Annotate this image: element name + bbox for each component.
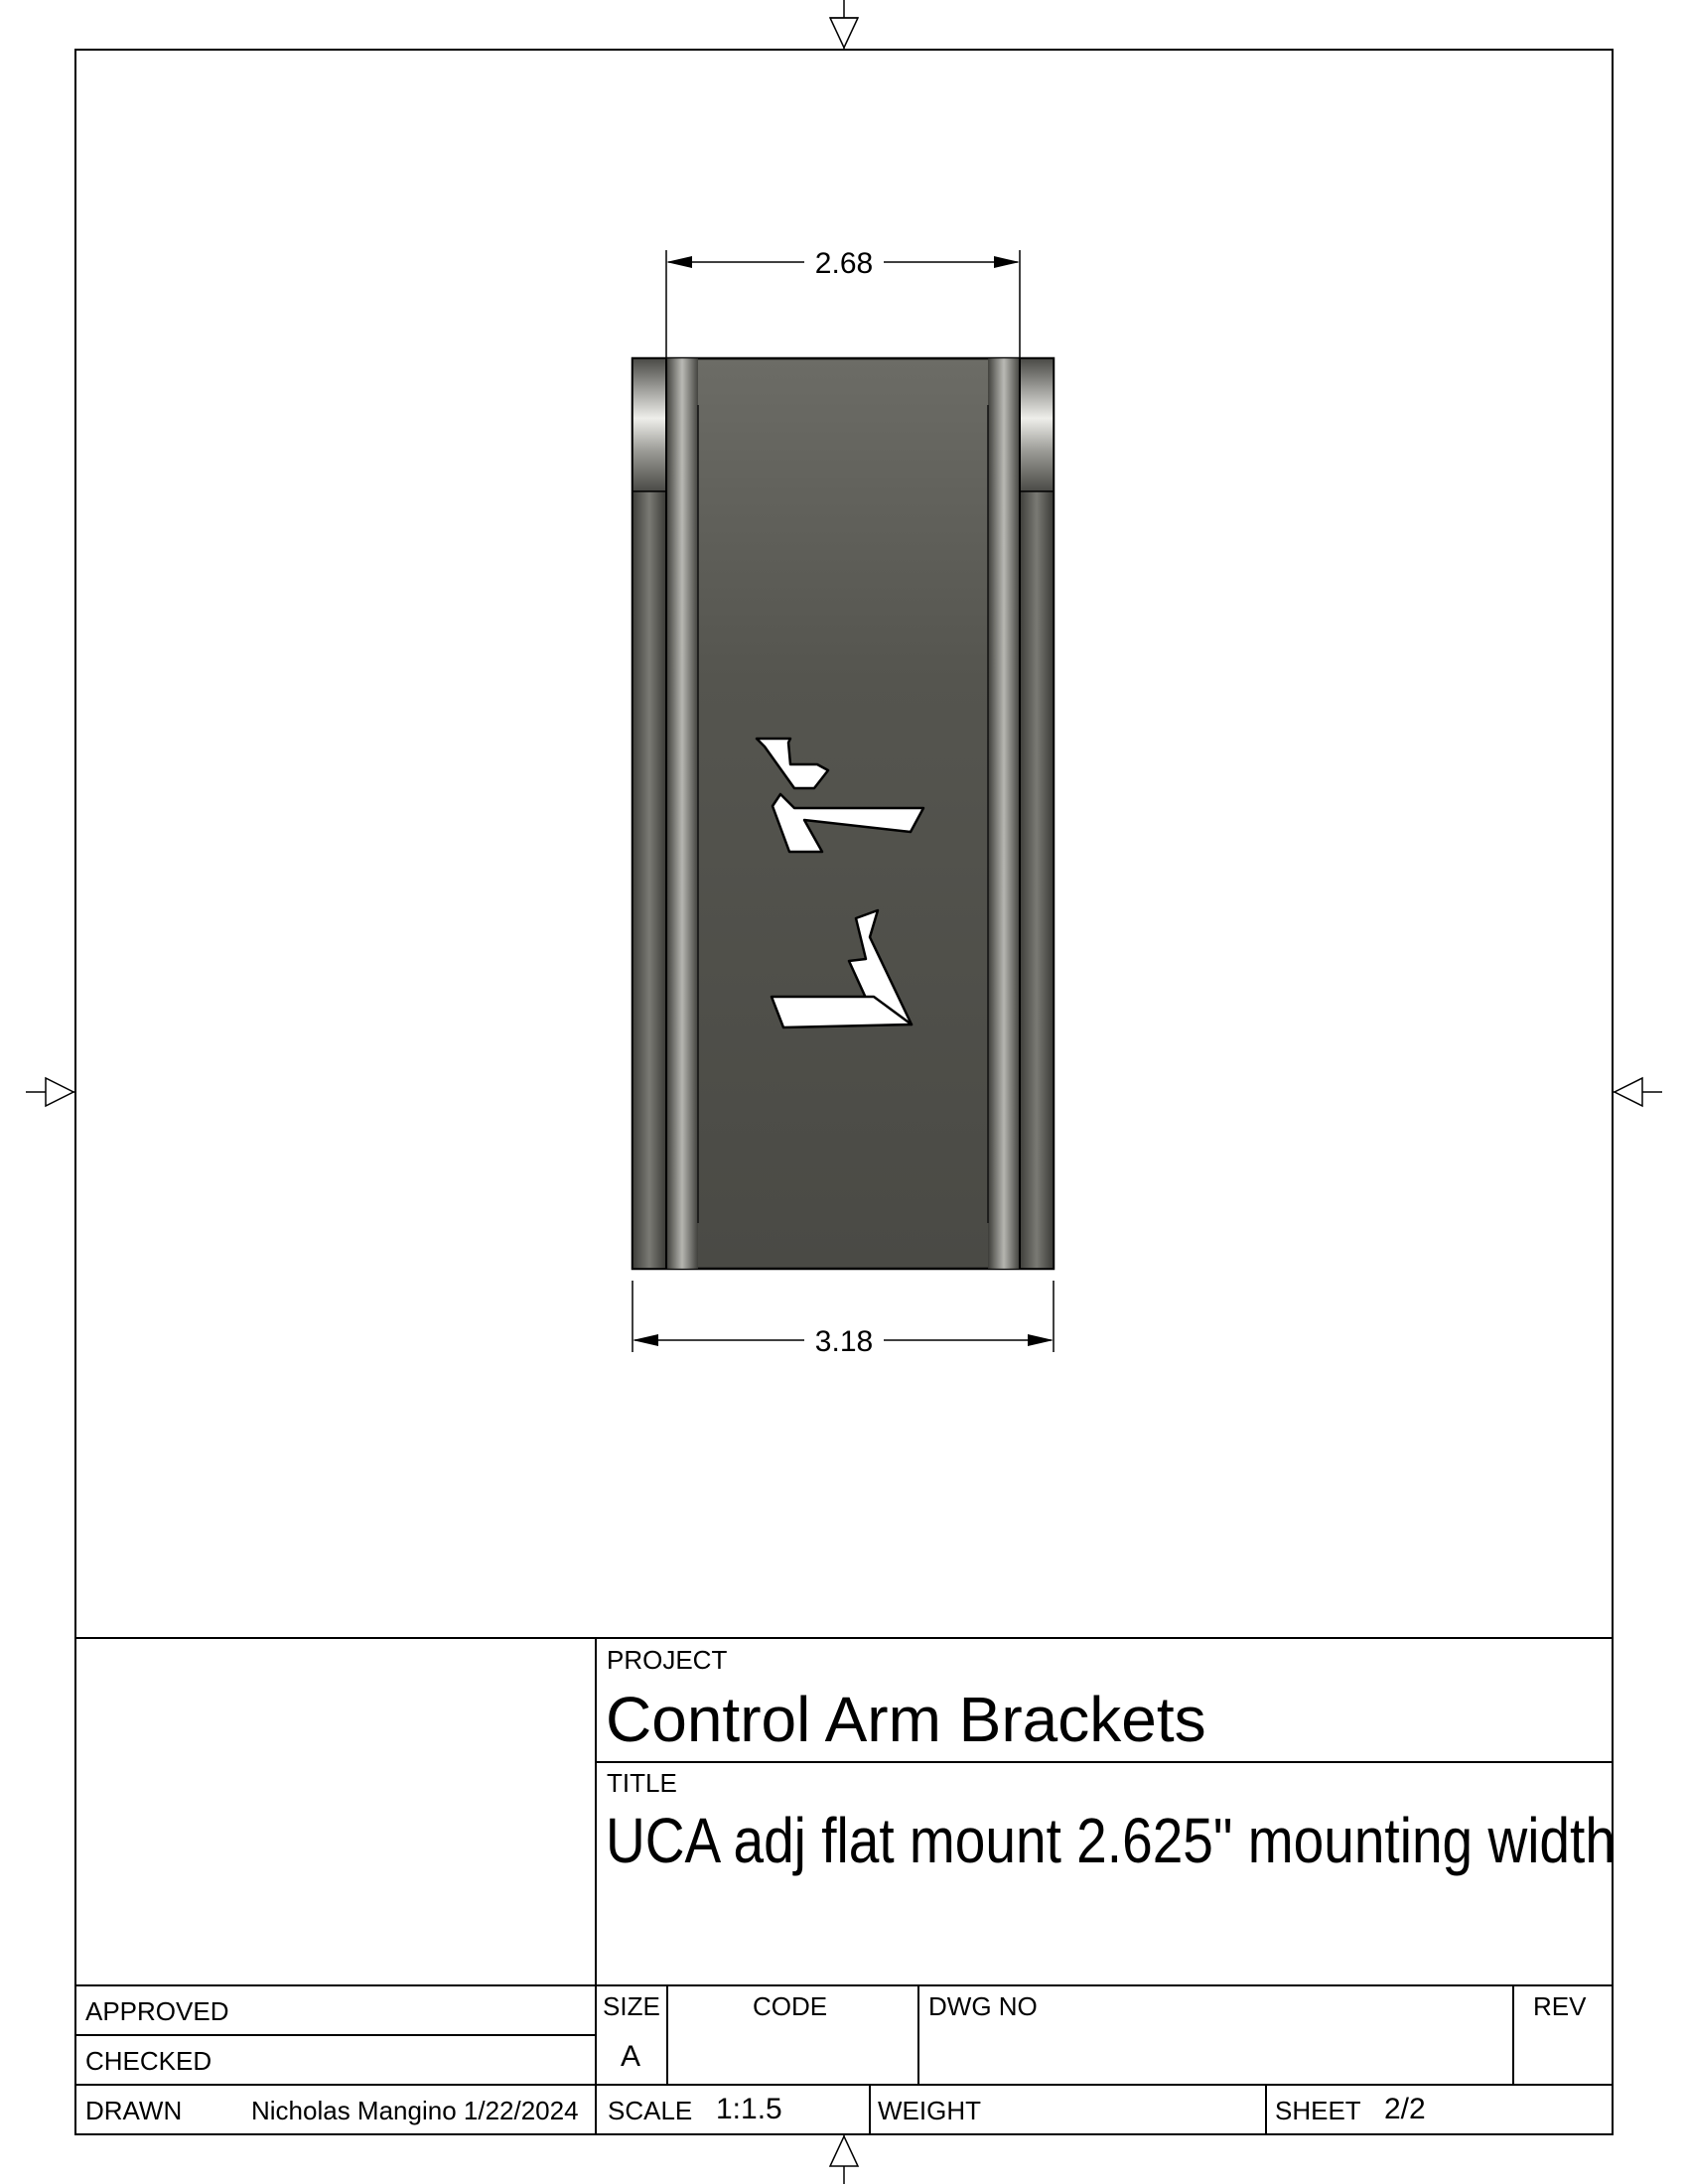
code-label: CODE bbox=[753, 1991, 828, 2021]
dimension-bottom-value: 3.18 bbox=[814, 1325, 874, 1358]
checked-label: CHECKED bbox=[85, 2046, 212, 2076]
sheet-value: 2/2 bbox=[1384, 2093, 1426, 2125]
centering-mark-bottom bbox=[830, 2134, 858, 2184]
drawn-label: DRAWN bbox=[85, 2096, 183, 2125]
drawing-title: UCA adj flat mount 2.625" mounting width bbox=[606, 1805, 1616, 1876]
dimension-top-value: 2.68 bbox=[814, 247, 874, 280]
scale-label: SCALE bbox=[608, 2096, 693, 2125]
size-label: SIZE bbox=[603, 1991, 660, 2021]
weight-label: WEIGHT bbox=[878, 2096, 981, 2125]
size-value: A bbox=[621, 2040, 641, 2073]
title-label: TITLE bbox=[607, 1768, 677, 1798]
centering-mark-top bbox=[830, 0, 858, 50]
sheet-label: SHEET bbox=[1275, 2096, 1361, 2125]
approved-label: APPROVED bbox=[85, 1996, 229, 2026]
centering-mark-left bbox=[26, 1078, 75, 1106]
project-label: PROJECT bbox=[607, 1645, 728, 1675]
scale-value: 1:1.5 bbox=[716, 2093, 782, 2125]
drawn-by: Nicholas Mangino 1/22/2024 bbox=[251, 2096, 579, 2125]
rev-label: REV bbox=[1533, 1991, 1587, 2021]
centering-mark-right bbox=[1613, 1078, 1662, 1106]
project-name: Control Arm Brackets bbox=[606, 1684, 1206, 1755]
dwg-no-label: DWG NO bbox=[928, 1991, 1038, 2021]
